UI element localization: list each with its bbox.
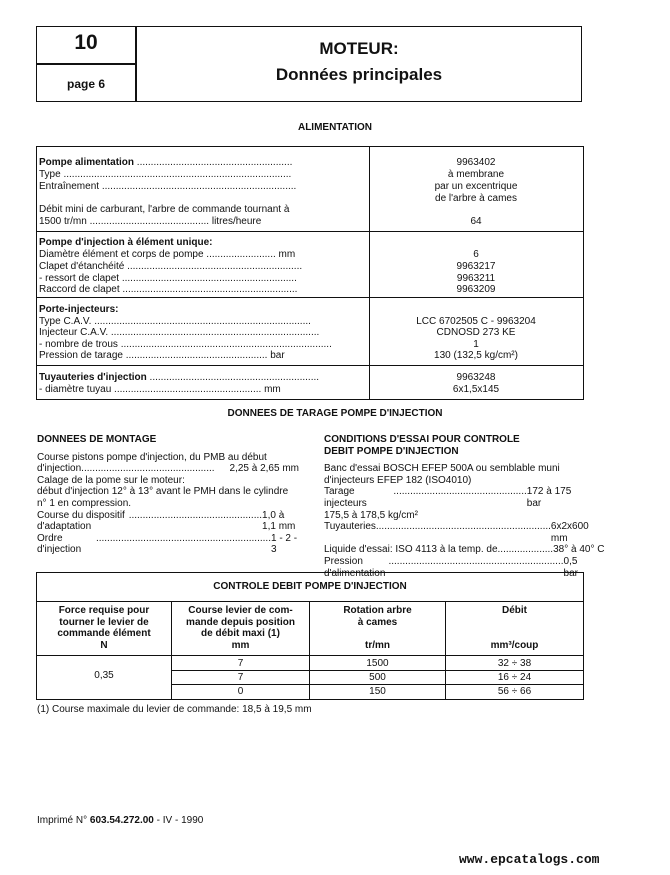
label-type-cav: Type C.A.V. .............................................................................. [39,316,311,327]
montage-title: DONNEES DE MONTAGE [37,434,157,445]
chapter-number: 10 [74,31,98,54]
montage-line: d'injection ................................................ 2,25 à 2,65 mm [37,463,299,475]
label-injecteur-cav: Injecteur C.A.V. ........................................................................... [39,327,320,338]
label-tuyauteries: Tuyauteries d'injection ............................................................. [39,372,320,383]
montage-line: Calage de la pome sur le moteur: [37,474,185,486]
label-ressort: - ressort de clapet ............................................................... [39,273,297,284]
essai-line: Liquide d'essai: ISO 4113 à la temp. de .................... 38° à 40° C [324,544,605,556]
value-type: à membrane [447,169,505,180]
header-box [36,26,582,102]
montage-line: Course du dispositif d'adaptation ................................................ 1,0 à 1,1 mm [37,509,296,533]
value-debit-mini: 64 [470,216,482,227]
value-diametre-element: 6 [473,249,479,260]
montage-line: Ordre d'injection ............................................................... 1 - 2 - 3 [37,532,298,556]
cell-rotation: 1500 [366,658,389,669]
section-title-alimentation: ALIMENTATION [297,122,373,133]
header-divider-h [37,63,135,65]
montage-line: n° 1 en compression. [37,497,132,509]
footnote: (1) Course maximale du levier de commande: 18,5 à 19,5 mm [37,704,312,715]
value-entrainement-2: de l'arbre à cames [435,193,517,204]
label-raccord: Raccord de clapet ............................................................... [39,284,298,295]
header-course: Course levier de com- mande depuis position de débit maxi (1) mm [186,605,295,651]
cell-debit: 56 ÷ 66 [497,686,532,697]
value-diametre-tuyau: 6x1,5x145 [452,384,500,395]
cell-debit: 16 ÷ 24 [497,672,532,683]
label-1500: 1500 tr/mn ........................................... litres/heure [39,216,262,227]
label-debit-mini: Débit mini de carburant, l'arbre de commande tournant à [39,204,290,215]
essai-title: CONDITIONS D'ESSAI POUR CONTROLE [324,434,520,445]
montage-section [37,434,299,556]
essai-line: Tarage injecteurs ................................................ 172 à 175 bar [324,486,572,509]
value-raccord: 9963209 [456,284,496,295]
print-reference: Imprimé N° 603.54.272.00 - IV - 1990 [37,815,204,826]
value-tuyauteries: 9963248 [456,372,496,383]
label-clapet: Clapet d'étanchéité ............................................................... [39,261,303,272]
watermark: www.epcatalogs.com [459,852,600,867]
cell-debit: 32 ÷ 38 [497,658,532,669]
essai-section [324,434,605,579]
label-pression-tarage: Pression de tarage ................................................... bar [39,350,285,361]
cell-rotation: 500 [369,672,386,683]
label-pompe-injection: Pompe d'injection à élément unique: [39,237,213,248]
label-pompe-alimentation: Pompe alimentation ........................................................ [39,157,293,168]
montage-line: Course pistons pompe d'injection, du PMB au début [37,451,267,463]
label-diametre-element: Diamètre élément et corps de pompe ......................... mm [39,249,296,260]
label-type: Type .................................................................................. [39,169,292,180]
controle-table [36,572,584,700]
value-pression-tarage: 130 (132,5 kg/cm²) [434,350,518,361]
value-pompe-alimentation: 9963402 [456,157,496,168]
essai-line: Pression d'alimentation ............................................................... 0,5 bar [324,555,578,579]
cell-course: 7 [237,672,244,683]
header-force: Force requise pour tourner le levier de commande élément N [57,605,151,651]
page-label: page 6 [66,77,105,91]
essai-line: 175,5 à 178,5 kg/cm² [324,509,418,521]
page-title: MOTEUR: [319,39,399,58]
value-entrainement: par un excentrique [434,181,518,192]
value-injecteur-cav: CDNOSD 273 KE [436,327,516,338]
value-clapet: 9963217 [456,261,496,272]
controle-title: CONTROLE DEBIT POMPE D'INJECTION [213,581,407,592]
value-type-cav: LCC 6702505 C - 9963204 [416,316,536,327]
label-entrainement: Entraînement ...................................................................... [39,181,297,192]
alimentation-table [36,146,584,400]
section-title-tarage: DONNEES DE TARAGE POMPE D'INJECTION [227,408,443,419]
essai-line: Tuyauteries ............................................................... 6x2x600 mm [324,521,589,544]
cell-rotation: 150 [369,686,386,697]
value-ressort: 9963211 [456,273,496,284]
cell-course: 0 [237,686,244,697]
header-debit: Débit mm³/coup [490,605,539,651]
label-nombre-trous: - nombre de trous ............................................................................ [39,339,332,350]
header-rotation: Rotation arbre à cames tr/mn [343,605,412,651]
value-nombre-trous: 1 [473,339,479,350]
page-subtitle: Données principales [275,65,443,84]
essai-line: Banc d'essai BOSCH EFEP 500A ou semblable muni [324,463,560,475]
cell-course: 7 [237,658,244,669]
montage-line: début d'injection 12° à 13° avant le PMH dans le cylindre [37,486,289,498]
essai-line: d'injecteurs EFEP 182 (ISO4010) [324,474,472,486]
cell-force: 0,35 [94,670,114,681]
label-porte-injecteurs: Porte-injecteurs: [39,304,119,315]
label-diametre-tuyau: - diamètre tuyau ..................................................... mm [39,384,281,395]
essai-title-2: DEBIT POMPE D'INJECTION [324,445,459,457]
